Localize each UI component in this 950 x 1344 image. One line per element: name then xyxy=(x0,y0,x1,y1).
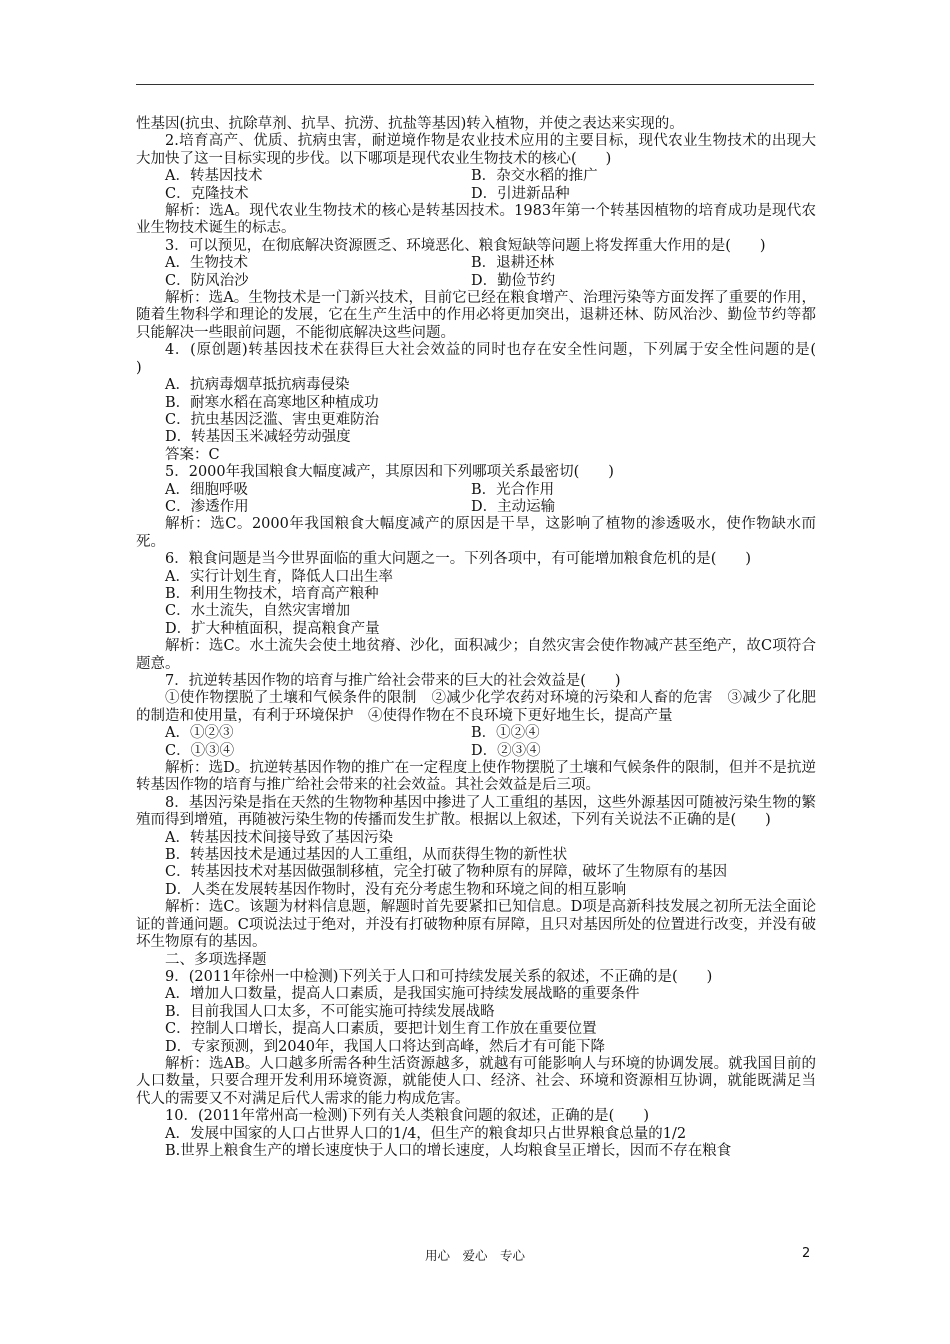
option-line: D．人类在发展转基因作物时，没有充分考虑生物和环境之间的相互影响 xyxy=(165,881,627,898)
option-left: A．转基因技术 xyxy=(165,168,263,185)
option-line: B.世界上粮食生产的增长速度快于人口的增长速度，人均粮食呈正增长，因而不存在粮食 xyxy=(165,1142,732,1159)
paragraph: ①使作物摆脱了土壤和气候条件的限制 ②减少化学农药对环境的污染和人畜的危害 ③减少了化肥的制造和使用量，有利于环境保护 ④使得作物在不良环境下更好地生长，提高产量 xyxy=(136,690,816,724)
paragraph: 解析：选A。现代农业生物技术的核心是转基因技术。1983年第一个转基因植物的培育成功是现代农业生物技术诞生的标志。 xyxy=(136,203,816,237)
option-right: D．勤俭节约 xyxy=(471,272,556,289)
option-right: B．退耕还林 xyxy=(471,255,555,272)
paragraph: 解析：选C。该题为材料信息题，解题时首先要紧扣已知信息。D项是高新科技发展之初所无法全面论证的普通问题。C项说法过于绝对，并没有打破物种原有屏障，且只对基因所处的位置进行改变，并没有破坏生物原有的基因。 xyxy=(136,899,816,951)
paragraph: 4．(原创题)转基因技术在获得巨大社会效益的同时也存在安全性问题，下列属于安全性问题的是( ) xyxy=(136,342,845,376)
option-right: B．光合作用 xyxy=(471,481,555,498)
option-line: A．实行计划生育，降低人口出生率 xyxy=(165,568,393,585)
option-row xyxy=(136,499,816,516)
paragraph: 3．可以预见，在彻底解决资源匮乏、环境恶化、粮食短缺等问题上将发挥重大作用的是( ) xyxy=(165,237,766,254)
paragraph: 8．基因污染是指在天然的生物物种基因中掺进了人工重组的基因，这些外源基因可随被污染生物的繁殖而得到增殖，再随被污染生物的传播而发生扩散。根据以上叙述，下列有关说法不正确的是( ) xyxy=(136,794,816,829)
option-left: C．防风治沙 xyxy=(165,272,249,289)
option-line: A．增加人口数量，提高人口素质，是我国实施可持续发展战略的重要条件 xyxy=(165,986,640,1003)
paragraph: 7．抗逆转基因作物的培育与推广给社会带来的巨大的社会效益是( ) xyxy=(165,673,621,689)
option-line: C．水土流失，自然灾害增加 xyxy=(165,603,351,620)
option-right: B．杂交水稻的推广 xyxy=(471,168,598,185)
paragraph: 性基因(抗虫、抗除草剂、抗旱、抗涝、抗盐等基因)转入植物，并使之表达来实现的。 xyxy=(136,116,684,132)
paragraph: 解析：选C。2000年我国粮食大幅度减产的原因是干旱，这影响了植物的渗透吸水，使作物缺水而死。 xyxy=(136,516,816,550)
paragraph: 6．粮食问题是当今世界面临的重大问题之一。下列各项中，有可能增加粮食危机的是( ) xyxy=(165,551,752,568)
paragraph: 解析：选D。抗逆转基因作物的推广在一定程度上使作物摆脱了土壤和气候条件的限制，但并不是抗逆转基因作物的培育与推广给社会带来的社会效益。其社会效益是后三项。 xyxy=(136,760,816,794)
paragraph: 解析：选A。生物技术是一门新兴技术，目前它已经在粮食增产、治理污染等方面发挥了重要的作用，随着生物科学和理论的发展，它在生产生活中的作用必将更加突出，退耕还林、防风治沙、勤俭节约等都只能解决一些眼前问题，不能彻底解决这些问题。 xyxy=(136,290,816,341)
option-row xyxy=(136,168,816,185)
option-line: 二、多项选择题 xyxy=(165,951,267,968)
option-line: B．利用生物技术，培育高产粮种 xyxy=(165,585,379,602)
option-left: C．克隆技术 xyxy=(165,185,249,202)
option-row xyxy=(136,725,816,742)
document-body xyxy=(136,116,845,1160)
option-row xyxy=(136,273,816,290)
header-rule xyxy=(136,84,814,85)
option-line: A．转基因技术间接导致了基因污染 xyxy=(165,829,393,846)
option-line: 10．(2011年常州高一检测)下列有关人类粮食问题的叙述，正确的是( ) xyxy=(165,1108,649,1125)
paragraph: 解析：选AB。人口越多所需各种生活资源越多，就越有可能影响人与环境的协调发展。就我国目前的人口数量，只要合理开发利用环境资源，就能使人口、经济、社会、环境和资源相互协调，就能既满足当代人的需要又不对满足后代人需求的能力构成危害。 xyxy=(136,1055,816,1107)
option-left: A．细胞呼吸 xyxy=(165,481,248,498)
option-line: 答案：C xyxy=(165,446,220,463)
footer-slogan: 用心 爱心 专心 xyxy=(424,1248,525,1263)
option-line: C．转基因技术对基因做强制移植，完全打破了物种原有的屏障，破坏了生物原有的基因 xyxy=(165,864,728,881)
paragraph: 解析：选C。水土流失会使土地贫瘠、沙化，面积减少；自然灾害会使作物减产甚至绝产，故C项符合题意。 xyxy=(136,638,816,672)
option-row xyxy=(136,743,816,760)
option-line: C．控制人口增长，提高人口素质，要把计划生育工作放在重要位置 xyxy=(165,1021,597,1038)
option-left: A．生物技术 xyxy=(165,255,248,272)
page-number: 2 xyxy=(802,1246,811,1261)
option-line: A．发展中国家的人口占世界人口的1/4，但生产的粮食却只占世界粮食总量的1/2 xyxy=(165,1125,687,1142)
option-line: 9．(2011年徐州一中检测)下列关于人口和可持续发展关系的叙述，不正确的是( ) xyxy=(165,968,713,985)
option-left: A．①②③ xyxy=(165,725,234,742)
page-footer xyxy=(0,1246,950,1266)
option-right: D．②③④ xyxy=(471,742,541,759)
option-row xyxy=(136,255,816,272)
option-line: A．抗病毒烟草抵抗病毒侵染 xyxy=(165,377,350,394)
option-right: D．主动运输 xyxy=(471,498,556,515)
option-line: B．转基因技术是通过基因的人工重组，从而获得生物的新性状 xyxy=(165,847,568,864)
option-right: B．①②④ xyxy=(471,725,540,742)
option-row xyxy=(136,186,816,203)
option-line: 5．2000年我国粮食大幅度减产，其原因和下列哪项关系最密切( ) xyxy=(165,464,614,481)
option-line: C．抗虫基因泛滥、害虫更难防治 xyxy=(165,411,380,428)
option-line: B．目前我国人口太多，不可能实施可持续发展战略 xyxy=(165,1003,495,1020)
option-right: D．引进新品种 xyxy=(471,185,570,202)
option-line: D．扩大种植面积，提高粮食产量 xyxy=(165,620,380,637)
paragraph: 2.培育高产、优质、抗病虫害，耐逆境作物是农业技术应用的主要目标，现代农业生物技术的出现大大加快了这一目标实现的步伐。以下哪项是现代农业生物技术的核心( ) xyxy=(136,133,816,167)
option-left: C．渗透作用 xyxy=(165,498,249,515)
option-row xyxy=(136,482,816,499)
option-left: C．①③④ xyxy=(165,742,235,759)
option-line: D．转基因玉米减轻劳动强度 xyxy=(165,429,351,446)
option-line: B．耐寒水稻在高寒地区种植成功 xyxy=(165,394,379,411)
option-line: D．专家预测，到2040年，我国人口将达到高峰，然后才有可能下降 xyxy=(165,1038,606,1055)
